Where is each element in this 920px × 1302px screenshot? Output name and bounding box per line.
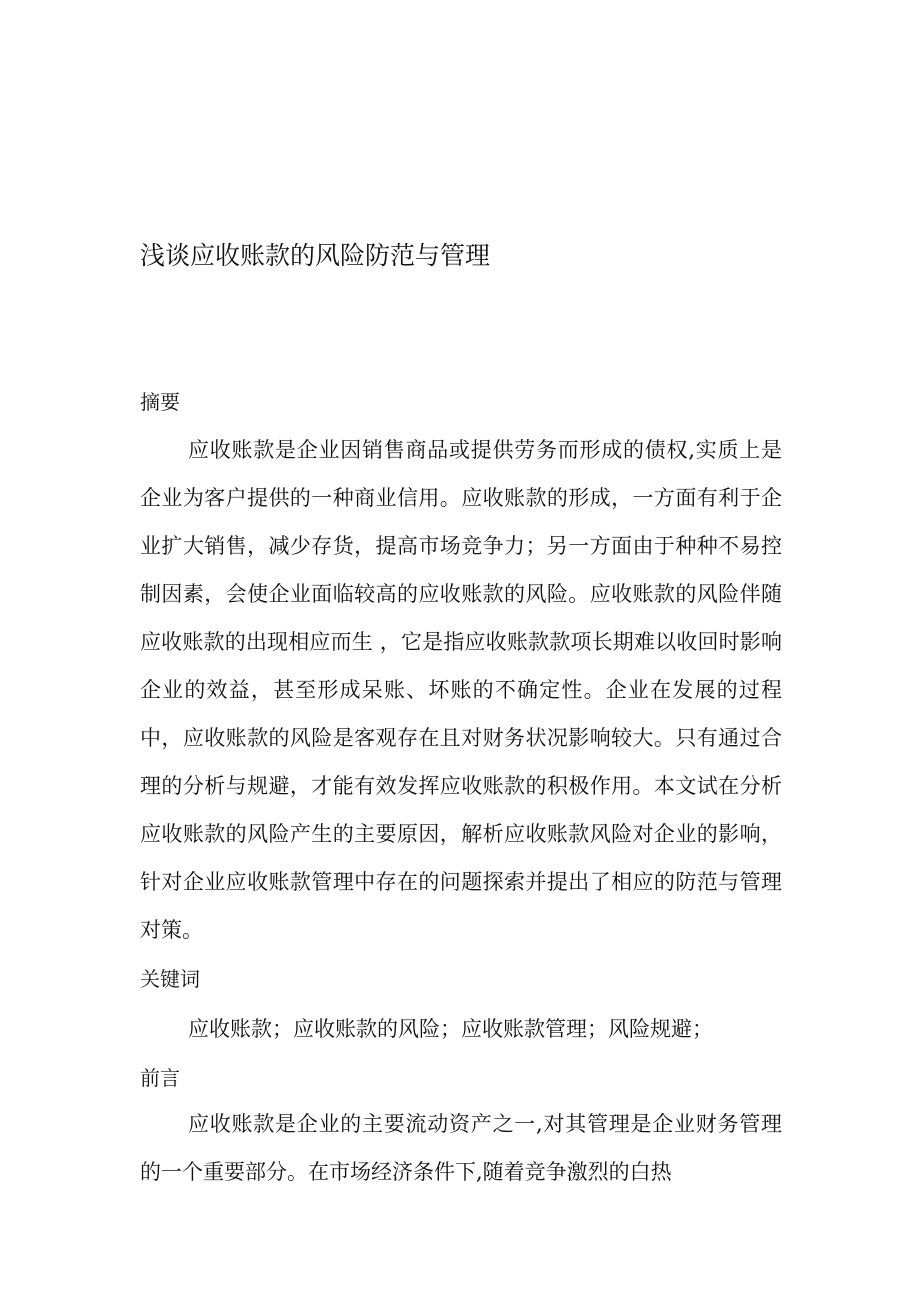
preface-heading: 前言	[140, 1066, 180, 1090]
document-title: 浅谈应收账款的风险防范与管理	[140, 241, 491, 270]
keywords-heading: 关键词	[140, 967, 200, 991]
abstract-paragraph: 应收账款是企业因销售商品或提供劳务而形成的债权,实质上是企业为客户提供的一种商业信用。应收账款的形成，一方面有利于企业扩大销售，减少存货，提高市场竞争力；另一方面由于种种不易控制因素，会使企业面临较高的应收账款的风险。应收账款的风险伴随应收账款的出现相应而生 ，它是指应收账款款项长期难以收回时影响企业的效益，甚至形成呆账、坏账的不确定性。企业在发展的过程中，应收账款的风险是客观存在且对财务状况影响较大。只有通过合理的分析与规避，才能有效发挥应收账款的积极作用。本文试在分析应收账款的风险产生的主要原因，解析应收账款风险对企业的影响，针对企业应收账款管理中存在的问题探索并提出了相应的防范与管理对策。	[140, 438, 782, 942]
document-page	[140, 0, 782, 1302]
preface-paragraph: 应收账款是企业的主要流动资产之一,对其管理是企业财务管理的一个重要部分。在市场经济条件下,随着竞争激烈的白热	[140, 1112, 782, 1184]
abstract-heading: 摘要	[140, 390, 180, 414]
keywords-text: 应收账款；应收账款的风险；应收账款管理；风险规避；	[188, 1017, 713, 1041]
